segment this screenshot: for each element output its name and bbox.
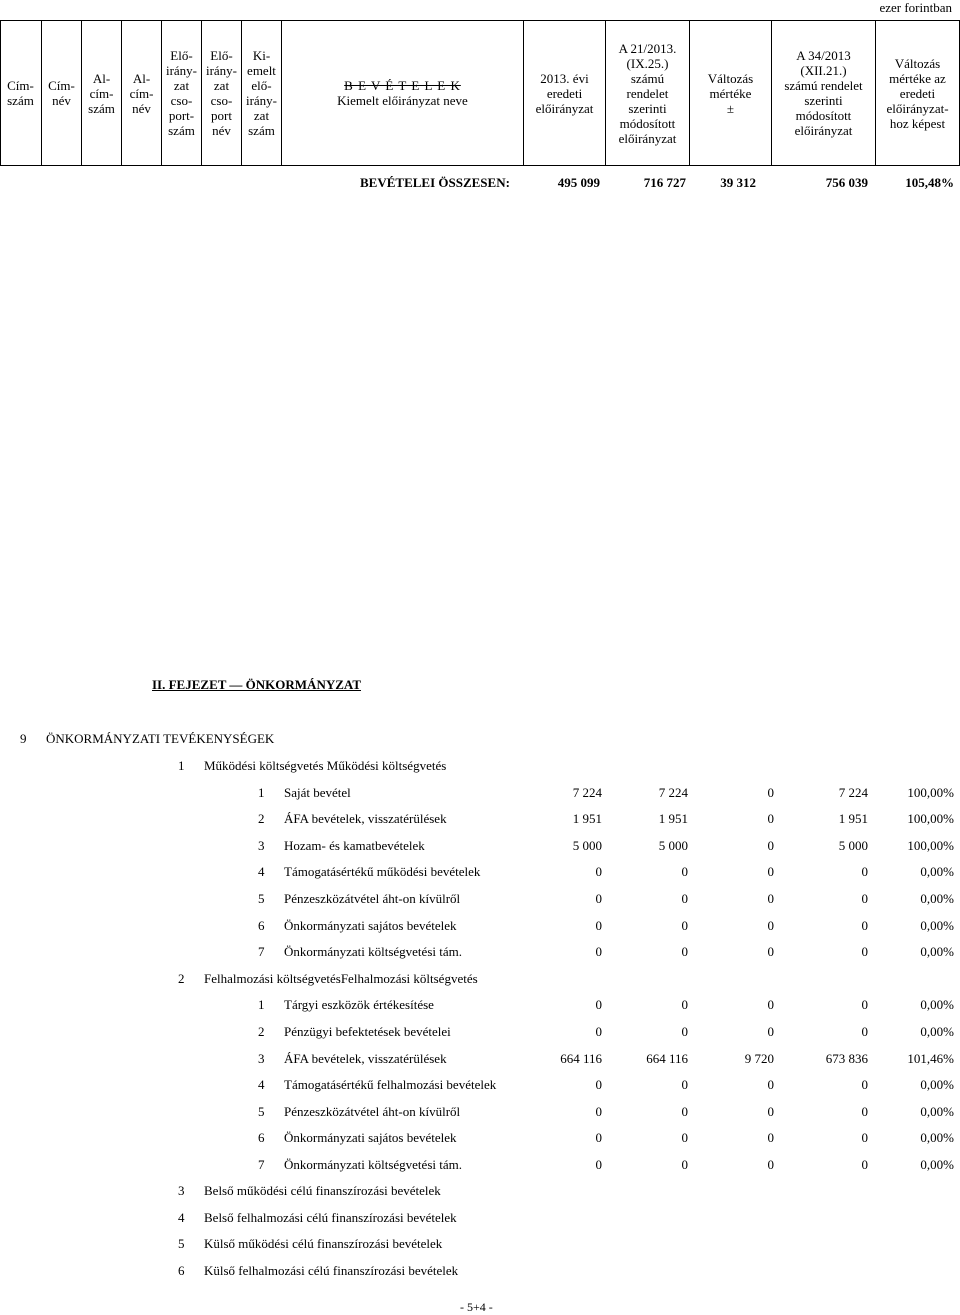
cell-valtozas: 0 — [767, 1157, 774, 1172]
cell-modositott-1: 0 — [681, 864, 688, 880]
row-label: Önkormányzati sajátos bevételek — [284, 1130, 457, 1146]
cell-modositott-2: 0 — [861, 997, 868, 1013]
group-label: Belső felhalmozási célú finanszírozási bevételek — [204, 1209, 457, 1225]
cell-valtozas: 0 — [767, 1130, 774, 1146]
cell-modositott-1: 0 — [681, 917, 688, 933]
row-number: 2 — [258, 1024, 265, 1039]
cell-valtozas-szazalek: 0,00% — [920, 864, 954, 880]
cell-valtozas-szazalek: 100,00% — [907, 784, 954, 800]
section-label: ÖNKORMÁNYZATI TEVÉKENYSÉGEK — [46, 731, 275, 746]
cell-valtozas: 0 — [767, 891, 774, 906]
row-number: 5 — [258, 1103, 265, 1119]
cell-modositott-1: 664 116 — [646, 1050, 688, 1066]
cell-eredeti: 0 — [595, 1157, 602, 1172]
row-number: 2 — [258, 811, 265, 827]
row-label: Tárgyi eszközök értékesítése — [284, 997, 434, 1013]
cell-eredeti: 5 000 — [572, 837, 602, 853]
group-number: 5 — [178, 1236, 185, 1252]
row-number: 4 — [258, 1077, 265, 1093]
cell-modositott-2: 0 — [861, 1130, 868, 1146]
cell-valtozas-szazalek: 0,00% — [920, 1157, 954, 1172]
totals-valtozas: 39 312 — [720, 175, 756, 190]
header-eloiranyzat-csoport-szam: Elő- irány- zat cso- port- szám — [162, 20, 202, 166]
group-label: Külső működési célú finanszírozási bevételek — [204, 1236, 443, 1252]
table-row — [0, 838, 960, 858]
cell-valtozas-szazalek: 0,00% — [920, 944, 954, 960]
group-number: 1 — [178, 758, 185, 773]
cell-valtozas-szazalek: 0,00% — [920, 1130, 954, 1146]
cell-modositott-1: 0 — [681, 1157, 688, 1172]
cell-valtozas-szazalek: 0,00% — [920, 1077, 954, 1093]
cell-modositott-1: 0 — [681, 1024, 688, 1039]
table-row — [0, 1104, 960, 1124]
header-cimszam: Cím- szám — [0, 20, 42, 166]
cell-modositott-1: 1 951 — [658, 811, 688, 827]
cell-valtozas: 0 — [767, 944, 774, 960]
table-row — [0, 918, 960, 938]
table-row — [0, 1130, 960, 1150]
unit-label: ezer forintban — [879, 0, 952, 15]
row-number: 4 — [258, 864, 265, 880]
group-label: Működési költségvetés Működési költségvetés — [204, 758, 447, 773]
cell-valtozas-szazalek: 0,00% — [920, 917, 954, 933]
cell-modositott-2: 1 951 — [838, 811, 868, 827]
cell-eredeti: 0 — [595, 1130, 602, 1146]
row-number: 3 — [258, 837, 265, 853]
cell-modositott-1: 0 — [681, 1103, 688, 1119]
header-eredeti-eloiranyzat: 2013. évi eredeti előirányzat — [524, 20, 606, 166]
cell-eredeti: 0 — [595, 1103, 602, 1119]
cell-valtozas: 0 — [767, 997, 774, 1013]
table-row — [0, 997, 960, 1017]
cell-valtozas-szazalek: 100,00% — [907, 837, 954, 853]
row-number: 1 — [258, 997, 265, 1013]
cell-eredeti: 0 — [595, 1077, 602, 1093]
header-modositott-eloiranyzat-2: A 34/2013 (XII.21.) számú rendelet szerinti módosított előirányzat — [772, 20, 876, 166]
cell-eredeti: 0 — [595, 917, 602, 933]
cell-modositott-1: 0 — [681, 1130, 688, 1146]
header-kiemelt-eloiranyzat-szam: Ki- emelt elő- irány- zat szám — [242, 20, 282, 166]
totals-valtozas-szazalek: 105,48% — [905, 175, 954, 190]
cell-eredeti: 7 224 — [572, 784, 602, 800]
header-modositott-eloiranyzat-1: A 21/2013. (IX.25.) számú rendelet szerinti módosított előirányzat — [606, 20, 690, 166]
header-alcimszam: Al- cím- szám — [82, 20, 122, 166]
table-row — [0, 1157, 960, 1177]
group-number: 3 — [178, 1183, 185, 1198]
table-row — [0, 1051, 960, 1071]
table-row — [0, 891, 960, 911]
cell-modositott-1: 0 — [681, 944, 688, 960]
cell-modositott-2: 7 224 — [838, 784, 868, 800]
cell-valtozas: 0 — [767, 1077, 774, 1093]
cell-modositott-1: 0 — [681, 1077, 688, 1093]
table-row — [0, 785, 960, 805]
row-label: ÁFA bevételek, visszatérülések — [284, 1050, 447, 1066]
page-number: - 5+4 - — [460, 1300, 493, 1314]
cell-valtozas: 0 — [767, 784, 774, 800]
cell-modositott-1: 5 000 — [658, 837, 688, 853]
cell-modositott-1: 7 224 — [658, 784, 688, 800]
row-number: 3 — [258, 1050, 265, 1066]
totals-row — [0, 173, 960, 193]
group-label: Felhalmozási költségvetésFelhalmozási költségvetés — [204, 970, 478, 986]
row-label: Önkormányzati költségvetési tám. — [284, 1157, 462, 1172]
cell-valtozas: 0 — [767, 917, 774, 933]
header-bevetelek — [282, 20, 524, 166]
cell-valtozas-szazalek: 101,46% — [907, 1050, 954, 1066]
header-valtozas-mertek: Változás mértéke ± — [690, 20, 772, 166]
header-valtozas-merteke-eredeti: Változás mértéke az eredeti előirányzat- hoz képest — [876, 20, 960, 166]
group-number: 6 — [178, 1262, 185, 1278]
cell-eredeti: 664 116 — [560, 1050, 602, 1066]
cell-valtozas: 0 — [767, 1024, 774, 1039]
cell-modositott-1: 0 — [681, 891, 688, 906]
chapter-title: II. FEJEZET — ÖNKORMÁNYZAT — [152, 677, 361, 692]
cell-valtozas-szazalek: 0,00% — [920, 1103, 954, 1119]
cell-valtozas-szazalek: 0,00% — [920, 1024, 954, 1039]
cell-modositott-2: 0 — [861, 891, 868, 906]
totals-modositott-1: 716 727 — [643, 175, 686, 190]
row-label: Pénzügyi befektetések bevételei — [284, 1024, 451, 1039]
cell-eredeti: 0 — [595, 997, 602, 1013]
row-number: 1 — [258, 784, 265, 800]
row-label: Támogatásértékű működési bevételek — [284, 864, 481, 880]
header-bevetelek-sub: Kiemelt előirányzat neve — [337, 93, 468, 108]
row-number: 6 — [258, 1130, 265, 1146]
row-label: Pénzeszközátvétel áht-on kívülről — [284, 1103, 461, 1119]
table-row — [0, 811, 960, 831]
cell-eredeti: 0 — [595, 864, 602, 880]
cell-modositott-1: 0 — [681, 997, 688, 1013]
row-number: 7 — [258, 1157, 265, 1172]
cell-modositott-2: 0 — [861, 1077, 868, 1093]
header-bevetelek-title: B E V É T E L E K — [344, 78, 461, 93]
cell-valtozas: 0 — [767, 1103, 774, 1119]
cell-valtozas-szazalek: 0,00% — [920, 891, 954, 906]
header-alcimnev: Al- cím- név — [122, 20, 162, 166]
row-label: Hozam- és kamatbevételek — [284, 837, 425, 853]
row-label: Önkormányzati költségvetési tám. — [284, 944, 462, 960]
section-number: 9 — [20, 731, 27, 746]
header-cimnev: Cím- név — [42, 20, 82, 166]
row-number: 7 — [258, 944, 265, 960]
row-number: 5 — [258, 891, 265, 906]
cell-eredeti: 0 — [595, 944, 602, 960]
group-number: 2 — [178, 970, 185, 986]
cell-modositott-2: 0 — [861, 864, 868, 880]
table-row — [0, 1024, 960, 1044]
cell-valtozas: 0 — [767, 864, 774, 880]
row-label: Pénzeszközátvétel áht-on kívülről — [284, 891, 461, 906]
row-number: 6 — [258, 917, 265, 933]
group-number: 4 — [178, 1209, 185, 1225]
cell-modositott-2: 673 836 — [825, 1050, 868, 1066]
cell-modositott-2: 0 — [861, 1103, 868, 1119]
table-row — [0, 1077, 960, 1097]
table-row — [0, 864, 960, 884]
row-label: Önkormányzati sajátos bevételek — [284, 917, 457, 933]
cell-modositott-2: 0 — [861, 944, 868, 960]
cell-modositott-2: 0 — [861, 1157, 868, 1172]
cell-eredeti: 0 — [595, 891, 602, 906]
cell-modositott-2: 5 000 — [838, 837, 868, 853]
cell-valtozas: 9 720 — [744, 1050, 774, 1066]
cell-eredeti: 0 — [595, 1024, 602, 1039]
cell-valtozas: 0 — [767, 837, 774, 853]
group-label: Belső működési célú finanszírozási bevételek — [204, 1183, 441, 1198]
totals-modositott-2: 756 039 — [825, 175, 868, 190]
totals-eredeti: 495 099 — [557, 175, 600, 190]
cell-valtozas-szazalek: 100,00% — [907, 811, 954, 827]
group-label: Külső felhalmozási célú finanszírozási bevételek — [204, 1262, 459, 1278]
cell-valtozas-szazalek: 0,00% — [920, 997, 954, 1013]
row-label: Támogatásértékű felhalmozási bevételek — [284, 1077, 497, 1093]
cell-valtozas: 0 — [767, 811, 774, 827]
cell-modositott-2: 0 — [861, 917, 868, 933]
totals-label: BEVÉTELEI ÖSSZESEN: — [360, 175, 510, 190]
row-label: ÁFA bevételek, visszatérülések — [284, 811, 447, 827]
table-row — [0, 944, 960, 964]
row-label: Saját bevétel — [284, 784, 351, 800]
cell-modositott-2: 0 — [861, 1024, 868, 1039]
cell-eredeti: 1 951 — [572, 811, 602, 827]
header-eloiranyzat-csoport-nev: Elő- irány- zat cso- port név — [202, 20, 242, 166]
